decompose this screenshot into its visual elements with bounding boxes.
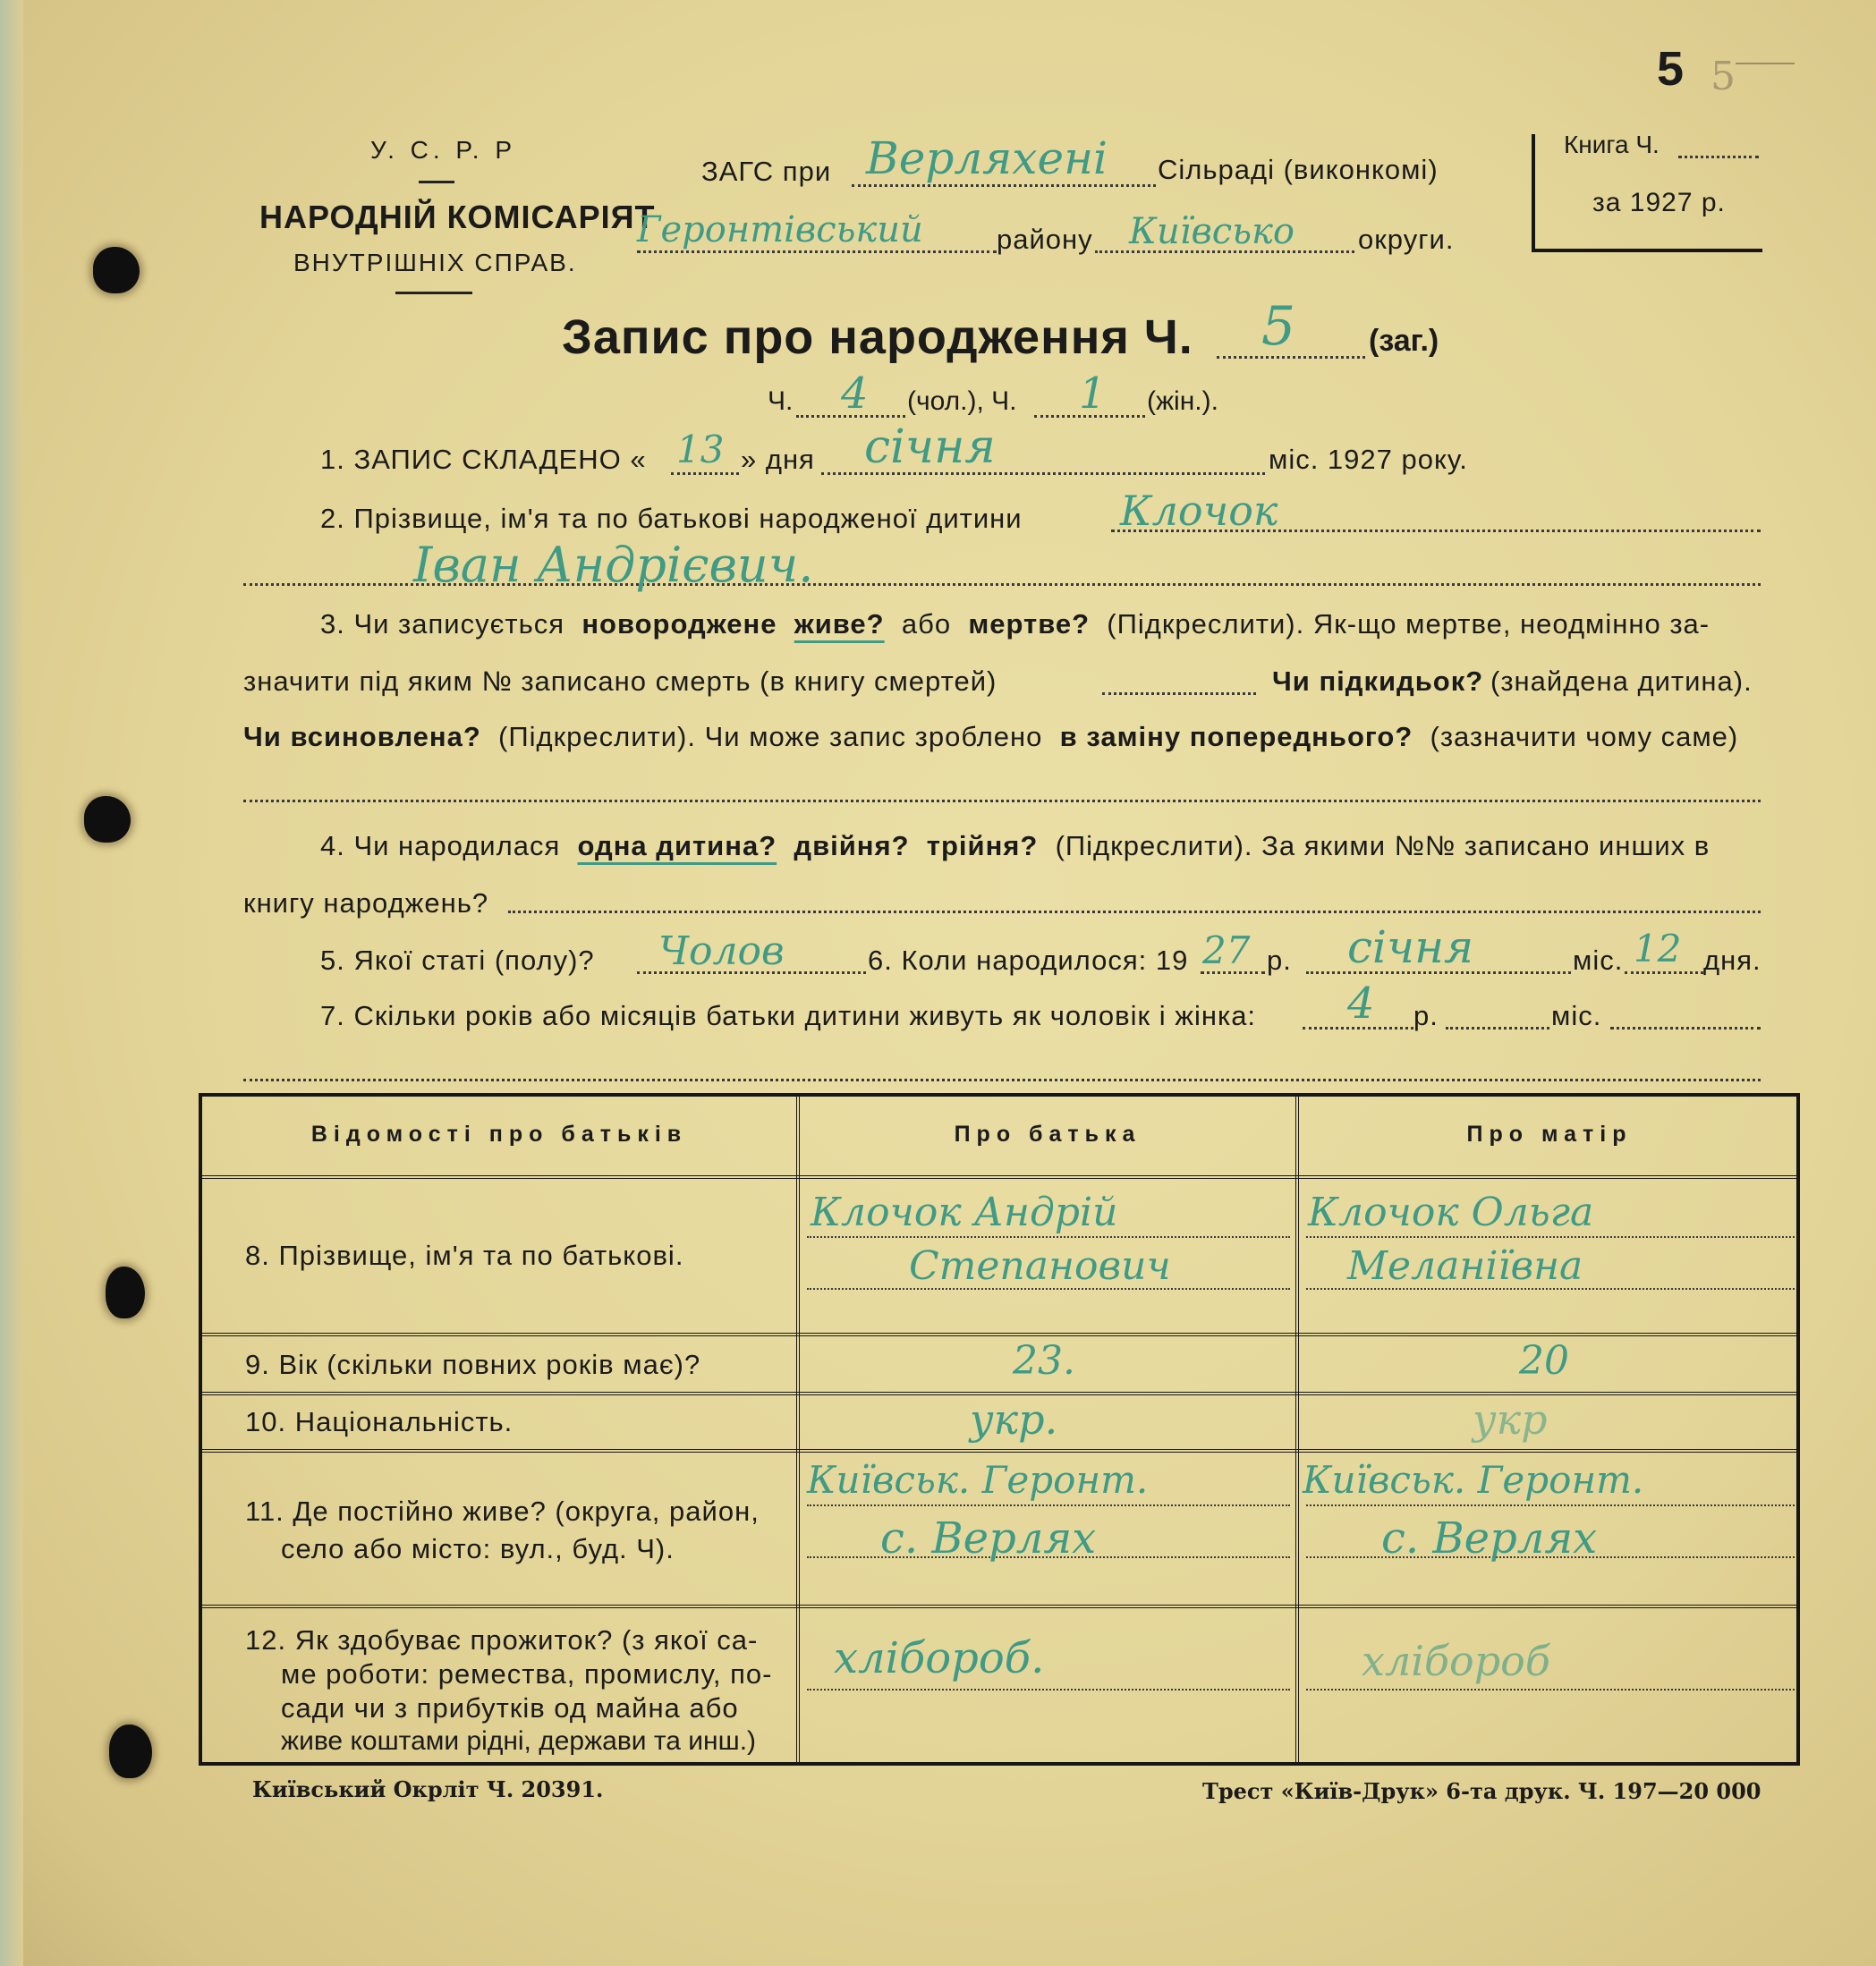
column-divider bbox=[796, 1097, 800, 1762]
district-line bbox=[637, 250, 997, 253]
divider bbox=[395, 292, 472, 294]
q7-years-suffix: р. bbox=[1413, 1000, 1439, 1031]
q3-dead-option: мертве? bbox=[968, 608, 1091, 640]
q3-line1 bbox=[320, 608, 1710, 640]
q7-months-line bbox=[1446, 1027, 1549, 1030]
binder-hole bbox=[109, 1724, 152, 1778]
header-info: Відомості про батьків bbox=[310, 1122, 688, 1147]
q3-reason-line bbox=[243, 800, 1761, 802]
nationality-row-label: 10. Національність. bbox=[245, 1406, 514, 1437]
page-edge bbox=[0, 0, 23, 1966]
female-count-handwritten: 1 bbox=[1079, 369, 1107, 419]
q6-year-suffix: р. bbox=[1267, 945, 1292, 976]
q1-day-handwritten: 13 bbox=[676, 428, 725, 471]
binder-hole bbox=[106, 1267, 145, 1318]
row-divider bbox=[202, 1605, 1796, 1608]
father-name-line1: Клочок Андрій bbox=[811, 1190, 1118, 1235]
ministry-title: НАРОДНІЙ КОМІСАРІЯТ bbox=[259, 199, 656, 235]
q4-instruction: (Підкреслити). За якими №№ записано инших в bbox=[1055, 830, 1710, 861]
footer-printer: Трест «Київ-Друк» 6-та друк. Ч. 197—20 000 bbox=[1202, 1778, 1761, 1804]
q3-replacement-note: (зазначити чому саме) bbox=[1430, 721, 1739, 752]
q7-continuation-line bbox=[1610, 1027, 1761, 1030]
book-year-label: за 1927 р. bbox=[1592, 188, 1726, 217]
name-row-label: 8. Прізвище, ім'я та по батькові. bbox=[245, 1240, 684, 1271]
cell-rule bbox=[807, 1504, 1290, 1506]
male-count-label: (чол.), Ч. bbox=[907, 386, 1017, 416]
q1-prefix: 1. ЗАПИС СКЛАДЕНО « bbox=[320, 444, 647, 475]
q1-mid: » дня bbox=[741, 444, 815, 475]
okrug-handwritten: Київсько bbox=[1129, 211, 1295, 252]
q3-alive-option: живе? bbox=[794, 608, 885, 640]
record-number-handwritten: 5 bbox=[1261, 295, 1296, 358]
father-age: 23. bbox=[1013, 1338, 1075, 1384]
residence-row-label-2: село або місто: вул., буд. Ч). bbox=[281, 1533, 675, 1564]
book-number-line bbox=[1678, 156, 1759, 158]
okrug-label: округи. bbox=[1358, 224, 1455, 255]
occupation-row-label-2: ме роботи: ремества, промислу, по- bbox=[281, 1658, 773, 1690]
cell-rule bbox=[1306, 1504, 1795, 1506]
header-mother: Про матір bbox=[1466, 1122, 1633, 1147]
q4-line1 bbox=[320, 830, 1710, 862]
mother-residence-line2: с. Верлях bbox=[1381, 1513, 1598, 1563]
record-title-suffix: (заг.) bbox=[1369, 324, 1439, 358]
q5-text: 5. Якої статі (полу)? bbox=[320, 945, 595, 976]
mother-residence-line1: Київськ. Геронт. bbox=[1303, 1458, 1644, 1502]
q1-month-handwritten: січня bbox=[864, 420, 996, 474]
q1-day-line bbox=[671, 472, 739, 475]
q4-line2: книгу народжень? bbox=[243, 887, 489, 919]
q7-text: 7. Скільки років або місяців батьки дитини живуть як чоловік і жінка: bbox=[320, 1000, 1257, 1031]
divider bbox=[419, 181, 454, 183]
occupation-row-label-1: 12. Як здобуває прожиток? (з якої са- bbox=[245, 1624, 759, 1656]
q4-intro: 4. Чи народилася bbox=[320, 830, 561, 861]
q3-replacement-intro: (Підкреслити). Чи може запис зроблено bbox=[498, 721, 1043, 752]
q3-or: або bbox=[901, 608, 952, 640]
village-line bbox=[852, 184, 1156, 187]
father-occupation: хлібороб. bbox=[834, 1633, 1045, 1683]
cell-rule bbox=[807, 1689, 1290, 1691]
pencil-mark bbox=[1736, 63, 1795, 64]
q6-day-line bbox=[1625, 971, 1703, 974]
header-father: Про батька bbox=[954, 1122, 1142, 1147]
occupation-row-label-3: сади чи з прибутків од майна або bbox=[281, 1692, 739, 1724]
village-suffix: Сільраді (виконкомі) bbox=[1158, 154, 1439, 185]
q6-day-handwritten: 12 bbox=[1634, 927, 1682, 970]
q3-adopted: Чи всиновлена? bbox=[243, 721, 481, 752]
ministry-subtitle: ВНУТРІШНІХ СПРАВ. bbox=[293, 249, 577, 276]
q2-surname-handwritten: Клочок bbox=[1120, 487, 1278, 535]
row-divider bbox=[202, 1449, 1796, 1453]
q3-line2-a: значити під яким № записано смерть (в книгу смертей) bbox=[243, 665, 997, 697]
q3-foundling-note: (знайдена дитина). bbox=[1490, 665, 1753, 697]
father-residence-line1: Київськ. Геронт. bbox=[807, 1458, 1149, 1502]
q6-month-handwritten: січня bbox=[1347, 921, 1474, 973]
sub-number-prefix: Ч. bbox=[768, 386, 794, 416]
parents-table bbox=[199, 1093, 1800, 1766]
mother-name-line2: Меланіївна bbox=[1347, 1243, 1583, 1289]
q7-months-suffix: міс. bbox=[1551, 1000, 1602, 1031]
village-handwritten: Верляхені bbox=[866, 132, 1108, 184]
father-nationality: укр. bbox=[970, 1395, 1058, 1444]
q3-foundling: Чи підкидьок? bbox=[1272, 665, 1484, 697]
female-count-label: (жін.). bbox=[1147, 386, 1218, 416]
q2-text: 2. Прізвище, ім'я та по батькові народженої дитини bbox=[320, 503, 1023, 534]
q3-line3 bbox=[243, 721, 1738, 753]
cell-rule bbox=[807, 1236, 1290, 1238]
row-divider bbox=[202, 1333, 1796, 1336]
cell-rule bbox=[1306, 1689, 1795, 1691]
q3-replacement: в заміну попереднього? bbox=[1059, 721, 1413, 752]
male-count-handwritten: 4 bbox=[841, 369, 869, 419]
cell-rule bbox=[1306, 1236, 1795, 1238]
binder-hole bbox=[93, 247, 140, 293]
footer-censor: Київський Окрліт Ч. 20391. bbox=[252, 1776, 604, 1802]
q3-instruction: (Підкреслити). Як-що мертве, неодмінно за- bbox=[1107, 608, 1710, 640]
q4-numbers-line bbox=[508, 911, 1761, 913]
q4-triplets-option: трійня? bbox=[926, 830, 1039, 861]
q6-month-suffix: міс. bbox=[1573, 945, 1624, 976]
mother-age: 20 bbox=[1519, 1338, 1569, 1384]
column-divider bbox=[1295, 1097, 1299, 1762]
district-handwritten: Геронтівський bbox=[637, 209, 923, 250]
district-label: району bbox=[997, 224, 1093, 255]
father-residence-line2: с. Верлях bbox=[880, 1513, 1097, 1563]
q4-twins-option: двійня? bbox=[794, 830, 910, 861]
father-name-line2: Степанович bbox=[909, 1243, 1171, 1289]
q3-intro: 3. Чи записується bbox=[320, 608, 565, 640]
page-number: 5 bbox=[1657, 42, 1685, 96]
book-number-label: Книга Ч. bbox=[1564, 131, 1660, 158]
record-title: Запис про народження Ч. bbox=[562, 310, 1193, 364]
q6-day-suffix: дня. bbox=[1703, 945, 1761, 976]
q2-name-handwritten: Іван Андрієвич. bbox=[413, 537, 814, 593]
q3-newborn: новороджене bbox=[581, 608, 777, 640]
mother-name-line1: Клочок Ольга bbox=[1308, 1190, 1594, 1235]
q1-suffix: міс. 1927 року. bbox=[1269, 444, 1468, 475]
q5-sex-handwritten: Чолов bbox=[658, 928, 785, 974]
q4-single-option: одна дитина? bbox=[577, 830, 777, 861]
row-divider bbox=[202, 1175, 1796, 1179]
q6-text: 6. Коли народилося: 19 bbox=[868, 945, 1189, 976]
q7-extra-line bbox=[243, 1079, 1761, 1081]
residence-row-label-1: 11. Де постійно живе? (округа, район, bbox=[245, 1496, 760, 1527]
mother-occupation: хлібороб bbox=[1362, 1637, 1550, 1685]
republic-label: У. С. Р. Р bbox=[370, 136, 517, 164]
zags-label: ЗАГС при bbox=[701, 156, 832, 187]
q6-year-handwritten: 27 bbox=[1202, 928, 1251, 972]
q3-death-number-line bbox=[1102, 692, 1256, 695]
q7-years-handwritten: 4 bbox=[1347, 979, 1375, 1029]
binder-hole bbox=[84, 796, 131, 843]
occupation-row-label-4: живе коштами рідні, держави та инш.) bbox=[281, 1726, 757, 1756]
age-row-label: 9. Вік (скільки повних років має)? bbox=[245, 1349, 701, 1380]
mother-nationality: укр bbox=[1473, 1395, 1548, 1444]
page-number-pencil: 5 bbox=[1710, 54, 1736, 99]
